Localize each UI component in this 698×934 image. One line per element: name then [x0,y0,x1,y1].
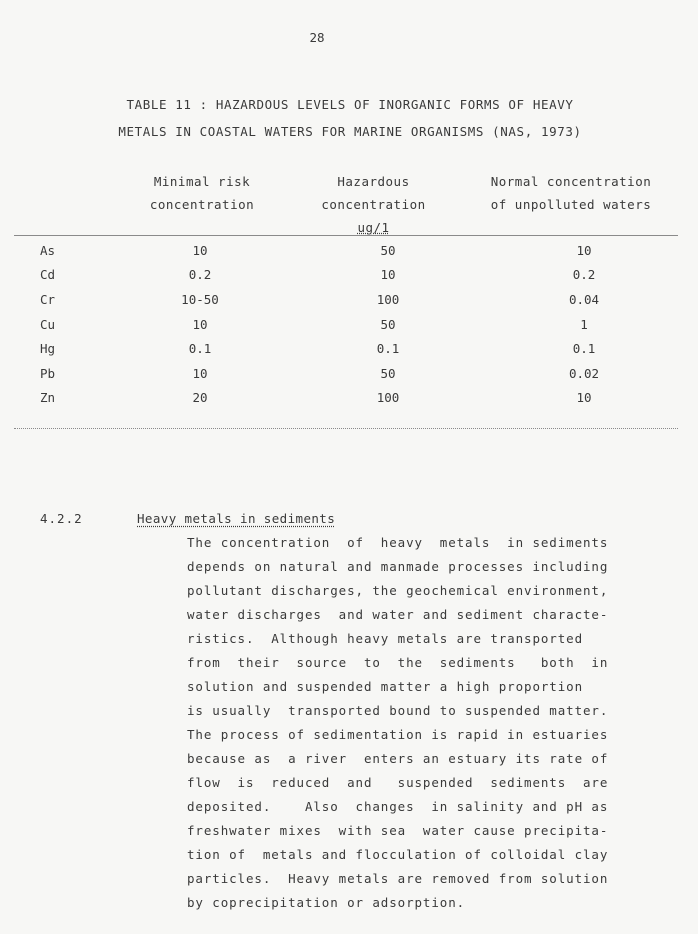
cell-normal: 0.1 [572,341,596,356]
table-row [0,390,698,414]
page-number: 28 [309,30,325,45]
cell-normal: 0.2 [572,267,596,282]
cell-element: Cr [40,292,56,307]
paragraph-line: The concentration of heavy metals in sediments [187,535,609,550]
paragraph-line: pollutant discharges, the geochemical environment, [187,583,609,598]
cell-hazardous: 100 [376,292,400,307]
paragraph-line: from their source to the sediments both in [187,655,609,670]
cell-element: Cu [40,317,56,332]
table-row [0,341,698,365]
header-minimal-risk [122,170,282,216]
header-text: of unpolluted waters [490,197,652,212]
paragraph-line: flow is reduced and suspended sediments are [187,775,609,790]
cell-element: Cd [40,267,56,282]
paragraph-line: because as a river enters an estuary its rate of [187,751,609,766]
cell-minimal: 10 [192,366,208,381]
cell-minimal: 0.2 [188,267,212,282]
header-text: concentration [149,197,255,212]
cell-hazardous: 50 [380,366,396,381]
cell-minimal: 10 [192,243,208,258]
cell-element: As [40,243,56,258]
table-caption-line-2: METALS IN COASTAL WATERS FOR MARINE ORGANISMS (NAS, 1973) [118,124,582,139]
cell-minimal: 10 [192,317,208,332]
paragraph-line: depends on natural and manmade processes including [187,559,609,574]
cell-minimal: 20 [192,390,208,405]
header-hazardous [296,170,451,239]
cell-hazardous: 10 [380,267,396,282]
cell-hazardous: 50 [380,317,396,332]
paragraph-line: solution and suspended matter a high proportion [187,679,584,694]
paragraph-line: The process of sedimentation is rapid in estuaries [187,727,609,742]
cell-normal: 10 [576,390,592,405]
paragraph-line: water discharges and water and sediment characte- [187,607,609,622]
header-text: Normal concentration [490,174,652,189]
cell-normal: 1 [580,317,588,332]
section-number: 4.2.2 [40,511,83,526]
table-row [0,317,698,341]
header-text: Minimal risk [153,174,251,189]
table-row [0,366,698,390]
section-title: Heavy metals in sediments [137,511,336,526]
table-bottom-rule [14,428,678,429]
header-text: Hazardous [337,174,410,189]
cell-hazardous: 100 [376,390,400,405]
header-unit: ug/1 [357,220,390,235]
paragraph-line: ristics. Although heavy metals are transported [187,631,584,646]
cell-hazardous: 50 [380,243,396,258]
paragraph-line: is usually transported bound to suspended matter. [187,703,609,718]
paragraph-line: particles. Heavy metals are removed from solution [187,871,609,886]
paragraph-line: by coprecipitation or adsorption. [187,895,466,910]
paragraph-line: deposited. Also changes in salinity and pH as [187,799,609,814]
cell-hazardous: 0.1 [376,341,400,356]
cell-normal: 0.04 [568,292,600,307]
cell-normal: 10 [576,243,592,258]
cell-element: Hg [40,341,56,356]
cell-element: Zn [40,390,56,405]
table-top-rule [14,235,678,236]
cell-minimal: 10-50 [181,292,219,307]
cell-minimal: 0.1 [188,341,212,356]
cell-element: Pb [40,366,56,381]
header-text: concentration [321,197,426,212]
table-row [0,243,698,267]
table-caption-line-1: TABLE 11 : HAZARDOUS LEVELS OF INORGANIC FORMS OF HEAVY [126,97,574,112]
header-normal-concentration [466,170,676,216]
table-row [0,267,698,291]
table-row [0,292,698,316]
paragraph-line: tion of metals and flocculation of colloidal clay [187,847,609,862]
cell-normal: 0.02 [568,366,600,381]
paragraph-line: freshwater mixes with sea water cause precipita- [187,823,609,838]
